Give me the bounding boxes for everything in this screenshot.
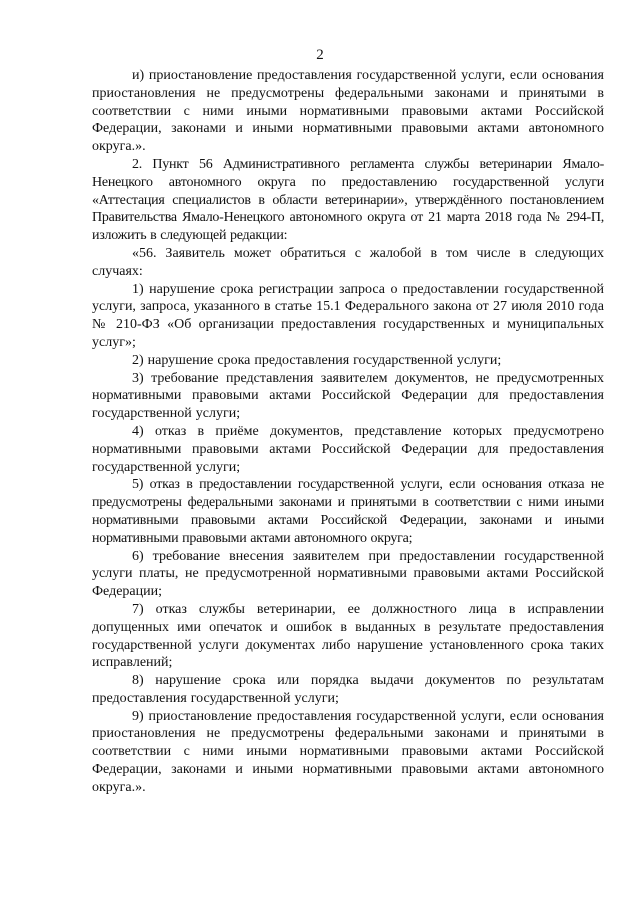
- list-item-3: 3) требование представления заявителем документов, не предусмотренных нормативными правовыми актами Российской Федерации для предоставления государственной услуги;: [92, 370, 604, 422]
- list-item-2: 2) нарушение срока предоставления государственной услуги;: [132, 352, 502, 368]
- paragraph-56-intro: «56. Заявитель может обратиться с жалобой в том числе в следующих случаях:: [92, 245, 604, 279]
- list-item-6: 6) требование внесения заявителем при предоставлении государственной услуги платы, не предусмотренной нормативными правовыми актами Российской Федерации;: [92, 548, 604, 600]
- paragraph-point-2-amendment: 2. Пункт 56 Административного регламента службы ветеринарии Ямало-Ненецкого автономного округа по предоставлению государственной услуги «Аттестация специалистов в области ветеринарии», утверждённого постановлением Правительства Ямало-Ненецкого автономного округа от 21 марта 2018 года № 294-П, изложить в следующей редакции:: [92, 156, 604, 244]
- list-item-5: 5) отказ в предоставлении государственной услуги, если основания отказа не предусмотрены федеральными законами и принятыми в соответствии с ними иными нормативными правовыми актами Российской Федерации, законами и иными нормативными правовыми актами автономного округа;: [92, 477, 604, 546]
- page-number: 2: [316, 47, 324, 63]
- paragraph-item-i: и) приостановление предоставления государственной услуги, если основания приостановления не предусмотрены федеральными законами и принятыми в соответствии с ними иными нормативными правовыми актами Российской Федерации, законами и иными нормативными правовыми актами автономного округа.».: [92, 68, 604, 155]
- list-item-4: 4) отказ в приёме документов, представление которых предусмотрено нормативными правовыми актами Российской Федерации для предоставления государственной услуги;: [92, 423, 604, 475]
- list-item-8: 8) нарушение срока или порядка выдачи документов по результатам предоставления государственной услуги;: [92, 673, 604, 706]
- list-item-9: 9) приостановление предоставления государственной услуги, если основания приостановления не предусмотрены федеральными законами и принятыми в соответствии с ними иными нормативными правовыми актами Российской Федерации, законами и иными нормативными правовыми актами автономного округа.».: [92, 708, 604, 795]
- list-item-1: 1) нарушение срока регистрации запроса о предоставлении государственной услуги, запроса, указанного в статье 15.1 Федерального закона от 27 июля 2010 года № 210-ФЗ «Об организации предоставления государственных и муниципальных услуг»;: [92, 281, 604, 350]
- list-item-7: 7) отказ службы ветеринарии, ее должностного лица в исправлении допущенных ими опечаток и ошибок в выданных в результате предоставления государственной услуги документах либо нарушение установленного срока таких исправлений;: [92, 601, 604, 671]
- document-body: [92, 67, 604, 797]
